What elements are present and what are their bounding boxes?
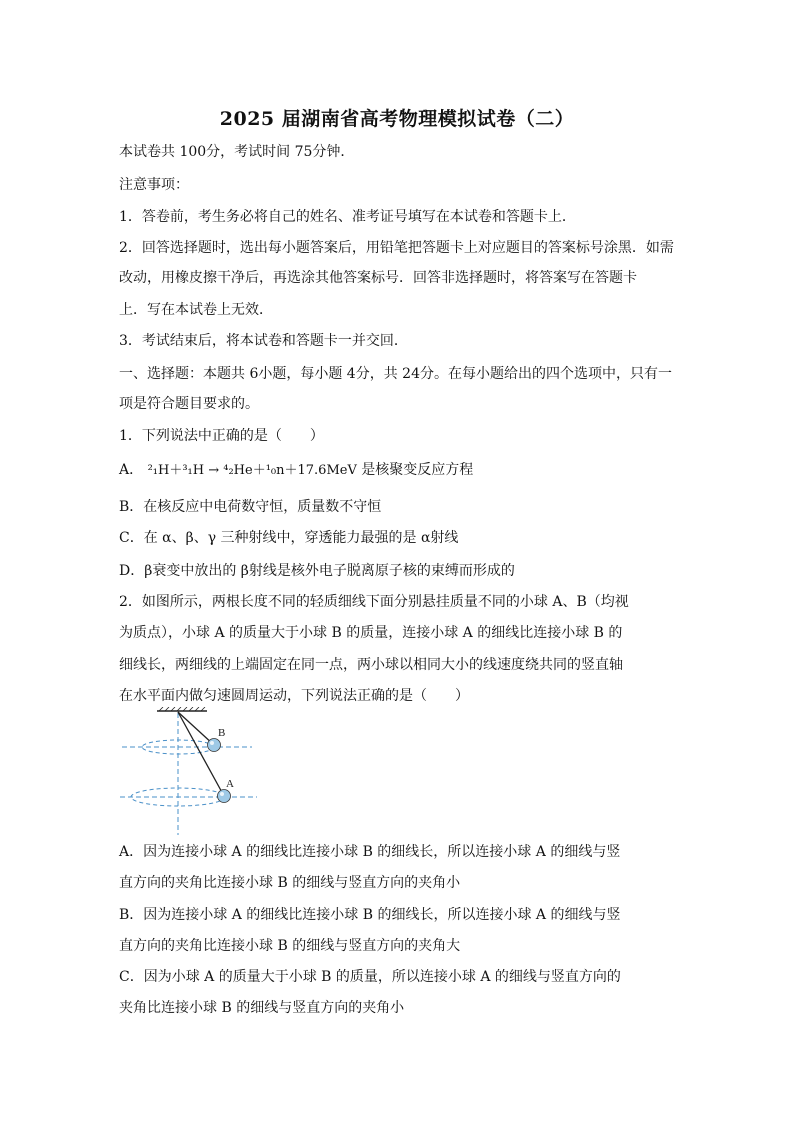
question-1-option-a [119, 460, 679, 481]
section-heading: 一、选择题：本题共 6小题，每小题 4分，共 24分。在每小题给出的四个选项中，只有一 [119, 366, 672, 382]
question-2-option-b-cont: 直方向的夹角比连接小球 B 的细线与竖直方向的夹角大 [119, 938, 461, 954]
question-2-option-c: C．因为小球 A 的质量大于小球 B 的质量，所以连接小球 A 的细线与竖直方向的 [119, 969, 621, 985]
intro-text: 本试卷共 100分，考试时间 75分钟． [119, 144, 355, 160]
notice-heading: 注意事项： [119, 177, 189, 193]
notice-item: 改动，用橡皮擦干净后，再选涂其他答案标号．回答非选择题时，将答案写在答题卡 [119, 270, 637, 286]
question-1-option-b: B．在核反应中电荷数守恒，质量数不守恒 [119, 499, 382, 515]
option-a-text: 是核聚变反应方程 [361, 462, 474, 478]
question-2-stem: 在水平面内做匀速圆周运动，下列说法正确的是（ ） [119, 688, 469, 704]
option-a-prefix: A． [119, 462, 144, 478]
page-title: 2025 届湖南省高考物理模拟试卷（二） [219, 108, 575, 130]
notice-item: 3．考试结束后，将本试卷和答题卡一并交回． [119, 333, 408, 349]
question-2-option-a-cont: 直方向的夹角比连接小球 B 的细线与竖直方向的夹角小 [119, 875, 461, 891]
question-1-option-c: C．在 α、β、γ 三种射线中，穿透能力最强的是 α射线 [119, 530, 459, 546]
label-b: B [218, 727, 226, 739]
pendulum-figure [112, 707, 262, 837]
ball-b [208, 739, 221, 752]
section-heading-cont: 项是符合题目要求的。 [119, 396, 259, 412]
notice-item: 上．写在本试卷上无效． [119, 302, 273, 318]
nuclear-equation: ²₁H＋³₁H → ⁴₂He＋¹₀n＋17.6MeV [147, 463, 357, 478]
question-1-stem: 1．下列说法中正确的是（ ） [119, 428, 324, 444]
question-2-stem: 2．如图所示，两根长度不同的轻质细线下面分别悬挂质量不同的小球 A、B（均视 [119, 594, 629, 610]
ball-a [218, 790, 231, 803]
question-2-option-a: A．因为连接小球 A 的细线比连接小球 B 的细线长，所以连接小球 A 的细线与竖 [119, 844, 621, 860]
notice-item: 1．答卷前，考生务必将自己的姓名、准考证号填写在本试卷和答题卡上． [119, 209, 576, 225]
string-b [178, 712, 214, 745]
question-2-option-c-cont: 夹角比连接小球 B 的细线与竖直方向的夹角小 [119, 1000, 405, 1016]
question-1-option-d: D．β衰变中放出的 β射线是核外电子脱离原子核的束缚而形成的 [119, 563, 515, 579]
notice-item: 2．回答选择题时，选出每小题答案后，用铅笔把答题卡上对应题目的答案标号涂黑．如需 [119, 240, 674, 256]
question-2-stem: 为质点），小球 A 的质量大于小球 B 的质量，连接小球 A 的细线比连接小球 B 的 [119, 625, 623, 641]
question-2-stem: 细线长，两细线的上端固定在同一点，两小球以相同大小的线速度绕共同的竖直轴 [119, 657, 623, 673]
question-2-option-b: B．因为连接小球 A 的细线比连接小球 B 的细线长，所以连接小球 A 的细线与竖 [119, 907, 621, 923]
label-a: A [226, 778, 234, 790]
